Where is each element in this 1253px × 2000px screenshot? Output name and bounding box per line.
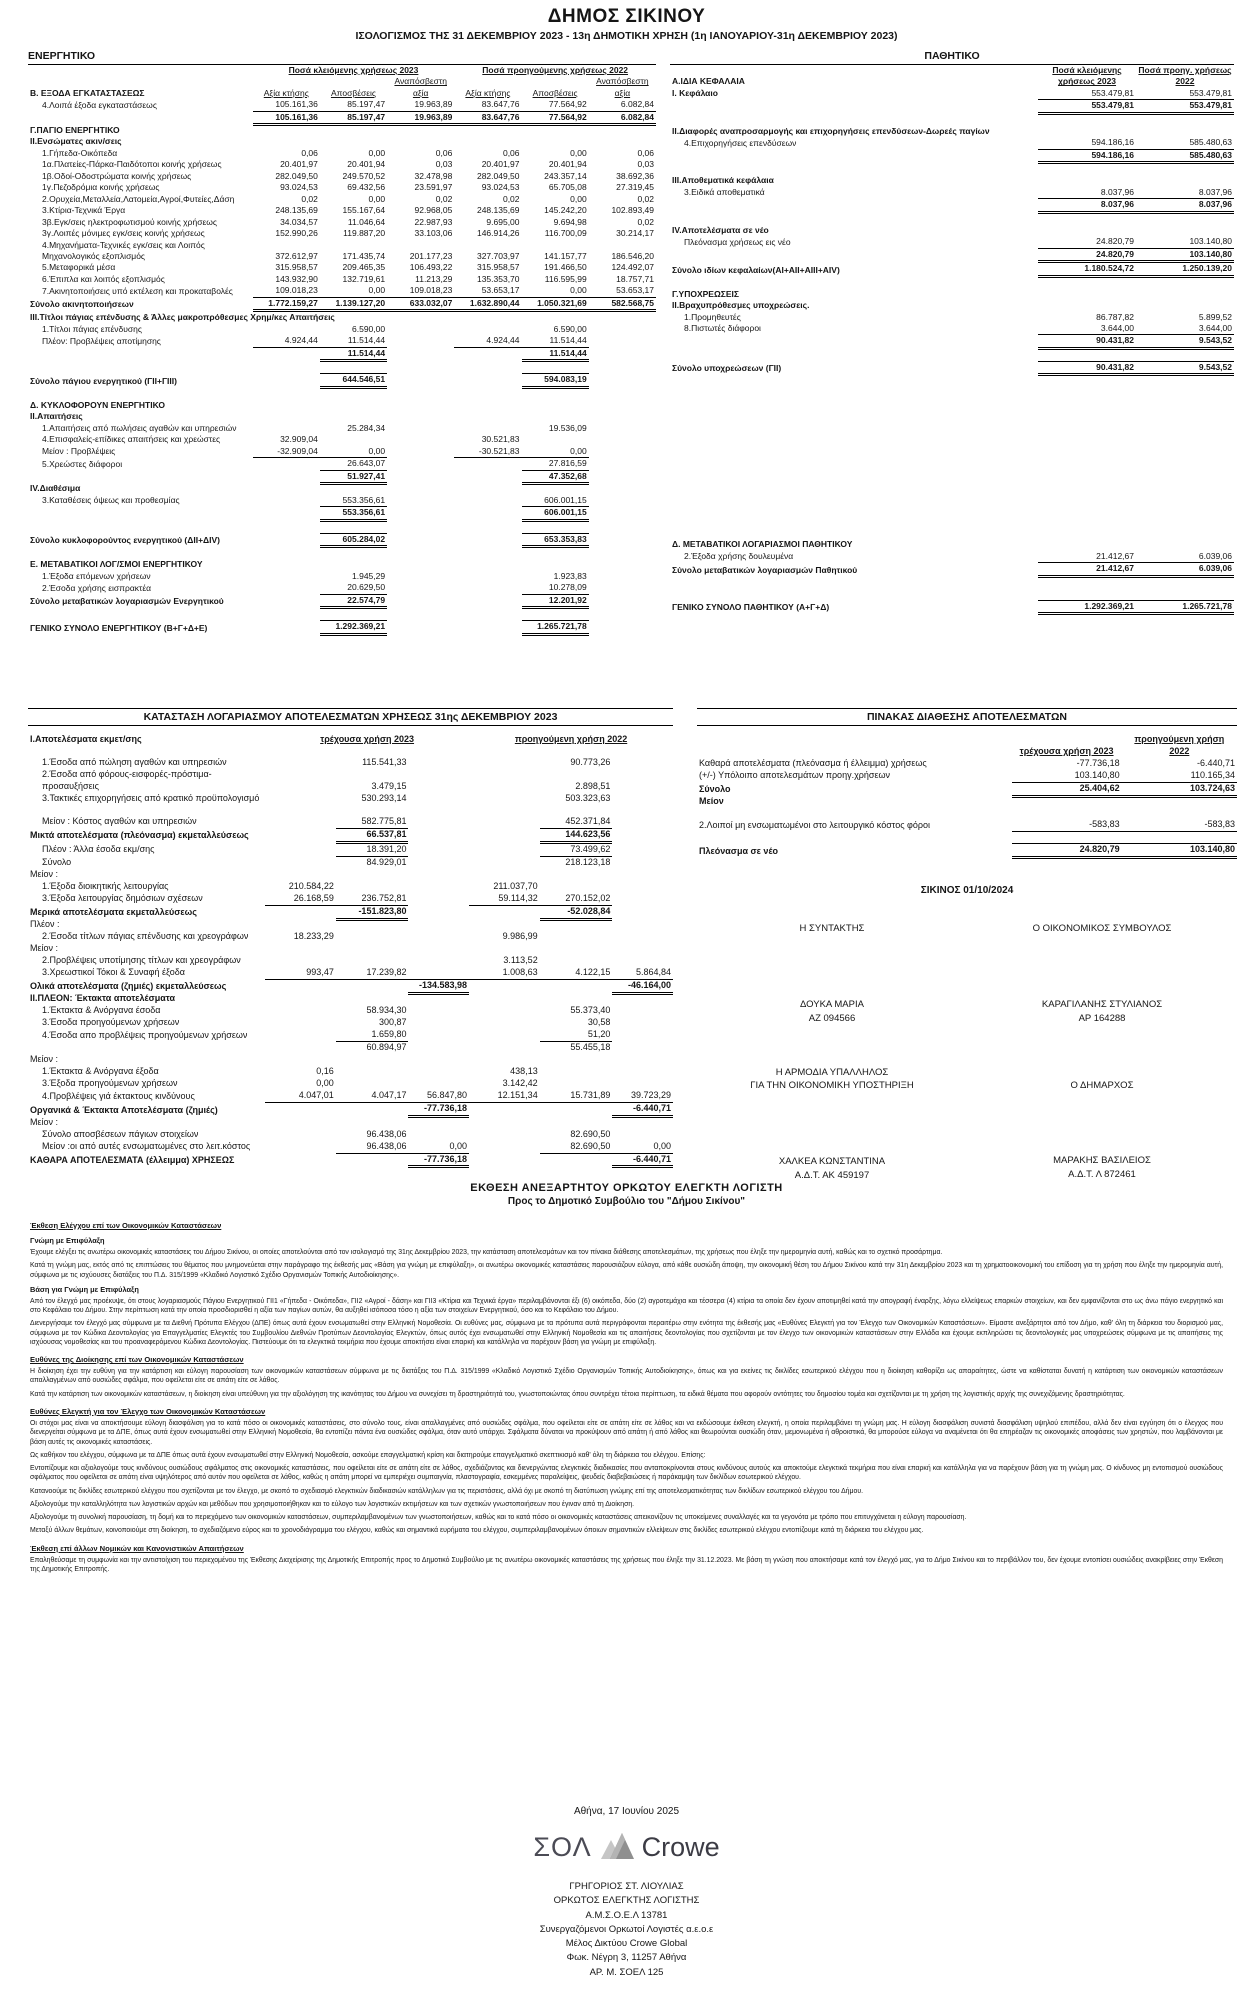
col-group-2023: τρέχουσα χρήση 2023 <box>320 734 415 744</box>
table-row <box>697 808 1237 819</box>
table-row: 60.894,97 55.455,18 <box>366 1042 611 1053</box>
mayor-name: ΜΑΡΑΚΗΣ ΒΑΣΙΛΕΙΟΣ <box>1053 1155 1151 1167</box>
table-row: IV.Διαθέσιμα <box>30 483 81 494</box>
table-row <box>670 163 1234 176</box>
table-row: Σύνολο κυκλοφορούντος ενεργητικού (ΔΙΙ+ΔΙV) 605.284,02 653.353,83 <box>30 533 587 546</box>
table-row <box>670 576 1234 589</box>
table-row: 553.356,61 606.001,15 <box>28 507 656 520</box>
auditor-info-line: ΓΡΗΓΟΡΙΟΣ ΣΤ. ΛΙΟΥΛΙΑΣ <box>569 1881 684 1892</box>
col-header: Αναπόσβεστη αξία <box>394 76 447 98</box>
income-statement-section <box>28 708 1247 1183</box>
col-header: Ποσά κλειόμενης χρήσεως 2023 <box>1052 65 1122 87</box>
table-row: Μείον : Κόστος αγαθών και υπηρεσιών 582.775,81 452.371,84 <box>42 815 611 827</box>
audit-paragraph: Η διοίκηση έχει την ευθύνη για την κατάρτιση και εύλογη παρουσίαση των οικονομικών καταστάσεων σύμφωνα με τις διατάξεις του Π.Δ. 315/1999 «Κλαδικό Λογιστικό Σχέδιο Οργανισμών Τοπικής Αυτοδιοίκησης», όπως και για εκείνες τις δικλίδες εσωτερικού ελέγχου που η διοίκηση καθορίζει ως απαραίτητες, ώστε να καθίσταται δυνατή η κατάρτιση των οικονομικών καταστάσεων απαλλαγμένων από ουσιώδες σφάλμα, που οφείλεται είτε σε απάτη είτε σε λάθος. <box>30 1368 1223 1385</box>
table-row: 1α.Πλατείες-Πάρκα-Παιδότοποι κοινής χρήσεως 20.401,97 20.401,94 0,03 20.401,97 20.401,94 0,03 <box>42 159 654 170</box>
table-row <box>670 375 1234 540</box>
audit-paragraph: Αξιολογούμε την καταλληλότητα των λογιστικών αρχών και μεθόδων που χρησιμοποιήθηκαν και το εύλογο των λογιστικών εκτιμήσεων και των σχετικών γνωστοποιήσεων που έγιναν από τη Διοίκηση. <box>30 1500 635 1508</box>
table-row: 3γ.Λοιπές μόνιμες εγκ/σεις κοινής χρήσεως 152.990,26 119.887,20 33.103,06 146.914,26 116.700,09 30.214,17 <box>42 228 654 239</box>
col-header: Αξία κτήσης <box>465 87 511 98</box>
audit-date: Αθήνα, 17 Ιουνίου 2025 <box>573 1806 680 1817</box>
table-row: Μείον :οι από αυτές ενσωματωμένες στο λειτ.κόστος 96.438,06 0,00 82.690,50 0,00 <box>42 1140 671 1152</box>
col-header: Αποσβέσεις <box>330 87 377 98</box>
audit-heading: Γνώμη με Επιφύλαξη <box>30 1236 105 1246</box>
col-header: Αποσβέσεις <box>532 87 578 98</box>
table-row: Πλέον: Προβλέψεις αποτίμησης 4.924,44 11.514,44 4.924,44 11.514,44 <box>42 335 587 346</box>
table-row: 51.927,41 47.352,68 <box>28 470 656 483</box>
table-row: 3.Χρεωστικοί Τόκοι & Συναφή έξοδα 993,47 17.239,82 1.008,63 4.122,15 5.864,84 <box>42 966 671 978</box>
table-row: Μείον <box>699 796 724 807</box>
table-row: (+/-) Υπόλοιπο αποτελεσμάτων προηγ.χρήσεων 103.140,80 110.165,34 <box>699 769 1235 781</box>
mayor-id: Α.Δ.Τ. Λ 872461 <box>1068 1169 1136 1181</box>
table-row: Γ.ΥΠΟΧΡΕΩΣΕΙΣ <box>672 288 740 299</box>
table-row: Μικτά αποτελέσματα (πλεόνασμα) εκμεταλλεύσεως 66.537,81 144.623,56 <box>30 828 611 841</box>
author-id: ΑΖ 094566 <box>808 1012 856 1024</box>
table-row: ΙΙ.Απαιτήσεις <box>30 411 83 422</box>
table-row <box>28 805 673 816</box>
table-row: Μείον : <box>30 1054 59 1065</box>
col-group-2022: Ποσά προηγούμενης χρήσεως 2022 <box>482 65 629 75</box>
audit-paragraph: Από τον έλεγχό μας προέκυψε, ότι στους λογαριασμούς Πάγιου Ενεργητικού ΓΙΙ1 «Γήπεδα - Οικόπεδα», ΓΙΙ2 «Αγροί - δάση» και ΓΙΙ3 «Κτίρια και Τεχνικά έργα» περιλαμβάνονται έξι (6) οικόπεδα, δύο (2) αγροτεμάχια και τέσσερα (4) κτίρια τα οποία δεν έχουν αποτιμηθεί κατά την απογραφή έναρξης, λόγω ελλείψεως επαρκών στοιχείων, και δεν εμφανίζονται στο ως άνω πάγιο ενεργητικό και στο Κεφάλαιο του Δήμου. Στην περίπτωση κατά την οποία προσδιορισθεί η αξία των παγίων αυτών, θα αυξηθεί ισόποσα τόσο η αξία των στοιχείων Ενεργητικού, όσο και το Κεφάλαιο του Δήμου. <box>30 1297 1223 1315</box>
table-row: ΙΙ.ΠΛΕΟΝ: Έκτακτα αποτελέσματα <box>30 993 176 1004</box>
assets-header-label: Β. ΕΞΟΔΑ ΕΓΚΑΤΑΣΤΑΣΕΩΣ <box>30 87 145 98</box>
table-row: 4.Έσοδα απο προβλέψεις προηγούμενων χρήσεων 1.659,80 51,20 <box>42 1029 611 1040</box>
table-row: Μείον : <box>30 1116 59 1127</box>
table-row: Ι. Κεφάλαιο 553.479,81 553.479,81 <box>672 87 1232 99</box>
liabilities-col-headers <box>670 65 1234 88</box>
disposal-table-title: ΠΙΝΑΚΑΣ ΔΙΑΘΕΣΗΣ ΑΠΟΤΕΛΕΣΜΑΤΩΝ <box>697 708 1237 726</box>
logo-text-crowe: Crowe <box>641 1832 720 1862</box>
table-row: ΓΕΝΙΚΟ ΣΥΝΟΛΟ ΕΝΕΡΓΗΤΙΚΟΥ (Β+Γ+Δ+Ε) 1.292.369,21 1.265.721,78 <box>30 621 587 633</box>
table-row: 2.Προβλέψεις υποτίμησης τίτλων και χρεογράφων 3.113,52 <box>42 955 538 965</box>
table-row <box>28 746 673 757</box>
advisor-role: Ο ΟΙΚΟΝΟΜΙΚΟΣ ΣΥΜΒΟΥΛΟΣ <box>1032 923 1172 935</box>
table-row: 1β.Οδοί-Οδοστρώματα κοινής χρήσεως 282.049,50 249.570,52 32.478,98 282.049,50 243.357,14 38.692,36 <box>42 170 654 181</box>
table-row <box>28 608 656 621</box>
audit-paragraph: Οι στόχοι μας είναι να αποκτήσουμε εύλογη διασφάλιση για το κατά πόσο οι οικονομικές καταστάσεις, στο σύνολο τους, είναι απαλλαγμένες από ουσιώδες σφάλμα, που οφείλεται είτε σε απάτη είτε σε λάθος και να εκδώσουμε έκθεση ελεγκτή, η οποία περιλαμβάνει τη γνώμη μας. Η εύλογη διασφάλιση συνιστά διασφάλιση υψηλού επιπέδου, αλλά δεν είναι εγγύηση ότι ο έλεγχος που διενεργείται σύμφωνα με τα ΔΠΕ, όπως αυτά έχουν ενσωματωθεί στην Ελληνική Νομοθεσία, θα εντοπίζει πάντα ένα ουσιώδες σφάλμα, όταν αυτό υπάρχει. Σφάλματα δύναται να προκύψουν από απάτη ή από λάθος και θεωρούνται ουσιώδη όταν, μεμονωμένα ή αθροιστικά, θα μπορούσε εύλογα να αναμένεται ότι θα επηρέαζαν τις οικονομικές αποφάσεις των χρηστών, που λαμβάνονται με βάση αυτές τις οικονομικές καταστάσεις. <box>30 1420 1223 1446</box>
table-row: Πλέον : Άλλα έσοδα εκμ/σης 18.391,20 73.499,62 <box>42 843 611 855</box>
disposal-table <box>697 734 1237 859</box>
table-row: 3.Τακτικές επιχορηγήσεις από κρατικό προϋπολογισμό 530.293,14 503.323,63 <box>42 792 611 803</box>
audit-heading: Έκθεση επί άλλων Νομικών και Κανονιστικών Απαιτήσεων <box>30 1543 244 1553</box>
auditor-signature-block <box>0 1806 1253 1980</box>
table-row: 4.Προβλέψεις γιά έκτακτους κινδύνους 4.047,01 4.047,17 56.847,80 12.151,34 15.731,89 39.723,29 <box>42 1090 671 1101</box>
clerk-name: ΧΑΛΚΕΑ ΚΩΝΣΤΑΝΤΙΝΑ <box>778 1156 886 1168</box>
income-statement-title: ΚΑΤΑΣΤΑΣΗ ΛΟΓΑΡΙΑΣΜΟΥ ΑΠΟΤΕΛΕΣΜΑΤΩΝ ΧΡΗΣΕΩΣ 31ης ΔΕΚΕΜΒΡΙΟΥ 2023 <box>28 708 673 726</box>
table-row: 1.Έσοδα από πώληση αγαθών και υπηρεσιών 115.541,33 90.773,26 <box>42 756 611 767</box>
table-row: 1.Έξοδα επόμενων χρήσεων 1.945,29 1.923,83 <box>42 570 587 581</box>
mountain-triangles-icon <box>598 1831 636 1864</box>
table-row: 24.820,79 103.140,80 <box>670 248 1234 261</box>
table-row: 90.431,82 9.543,52 <box>670 335 1234 348</box>
table-row: Πλεόνασμα σε νέο 24.820,79 103.140,80 <box>699 844 1235 856</box>
col-header: τρέχουσα χρήση 2023 <box>1019 745 1114 756</box>
clerk-role-2: ΓΙΑ ΤΗΝ ΟΙΚΟΝΟΜΙΚΗ ΥΠΟΣΤΗΡΙΞΗ <box>750 1080 914 1092</box>
table-row: 3β.Εγκ/σεις ηλεκτροφωτισμού κοινής χρήσεως 34.034,57 11.046,64 22.987,93 9.695,00 9.694,98 0,02 <box>42 216 654 227</box>
table-row: Καθαρά αποτελέσματα (πλεόνασμα ή έλλειμμα) χρήσεως -77.736,18 -6.440,71 <box>699 757 1235 768</box>
table-row: 1.Έξοδα διοικητικής λειτουργίας 210.584,22 211.037,70 <box>42 880 538 891</box>
balance-sheet <box>28 50 1247 636</box>
table-row: Γ.ΠΑΓΙΟ ΕΝΕΡΓΗΤΙΚΟ <box>30 124 120 135</box>
audit-heading: Βάση για Γνώμη με Επιφύλαξη <box>30 1284 139 1294</box>
table-row: 1.Έκτακτα & Ανόργανα έξοδα 0,16 438,13 <box>42 1066 538 1077</box>
table-row <box>670 348 1234 361</box>
auditor-info-line: ΑΡ. Μ. ΣΟΕΛ 125 <box>589 1966 664 1978</box>
sol-crowe-logo <box>0 1831 1253 1864</box>
table-row: Μείον : <box>30 868 59 879</box>
liabilities-section-title: ΠΑΘΗΤΙΚΟ <box>670 50 1234 65</box>
table-row: 3.Έξοδα προηγούμενων χρήσεων 0,00 3.142,42 <box>42 1078 538 1089</box>
assets-section-title: ΕΝΕΡΓΗΤΙΚΟ <box>28 50 656 65</box>
audit-heading: Ευθύνες της Διοίκησης επί των Οικονομικών Καταστάσεων <box>30 1355 244 1365</box>
audit-paragraph: Επαληθεύσαμε τη συμφωνία και την αντιστοίχιση του περιεχομένου της Έκθεσης Διαχείρισης της Δημοτικής Επιτροπής προς το Δημοτικό Συμβούλιο με τις ανωτέρω οικονομικές καταστάσεις της χρήσεως που έληξε την 31.12.2023. Με βάση τη γνώση που αποκτήσαμε κατά τον έλεγχό μας, για το Δήμο Σικίνου και το περιβάλλον του, δεν έχουμε εντοπίσει ουσιώδεις ανακρίβειες στην Έκθεση της Δημοτικής Επιτροπής. <box>30 1556 1223 1574</box>
table-row: 2.Έσοδα από φόρους-εισφορές-πρόστιμα-προσαυξήσεις 3.479,15 2.898,51 <box>42 768 611 791</box>
table-row: Μερικά αποτελέσματα εκμεταλλεύσεως -151.823,80 -52.028,84 <box>30 905 611 918</box>
col-header: προηγούμενη χρήση 2022 <box>1134 734 1225 756</box>
table-row <box>670 589 1234 601</box>
audit-paragraph: Αξιολογούμε τη συνολική παρουσίαση, τη δομή και το περιεχόμενο των οικονομικών καταστάσεων, συμπεριλαμβανομένων των γνωστοποιήσεων, καθώς και το κατά πόσο οι οικονομικές καταστάσεις απεικονίζουν τις υποκείμενες συναλλαγές και τα γεγονότα με τρόπο που επιτυγχάνεται η εύλογη παρουσίαση. <box>30 1514 967 1522</box>
table-row: 2.Λοιποί μη ενσωματωμένοι στο λειτουργικό κόστος φόροι -583,83 -583,83 <box>699 819 1235 830</box>
table-row: 2.Ορυχεία,Μεταλλεία,Λατομεία,Αγροί,Φυτείες,Δάση 0,02 0,00 0,02 0,02 0,00 0,02 <box>42 193 654 204</box>
table-row <box>670 212 1234 225</box>
table-row: Σύνολο 84.929,01 218.123,18 <box>42 856 611 867</box>
table-row <box>28 547 656 560</box>
auditor-info-line: Συνεργαζόμενοι Ορκωτοί Λογιστές α.ε.ο.ε <box>539 1923 714 1935</box>
audit-paragraph: Κατανοούμε τις δικλίδες εσωτερικού ελέγχου που σχετίζονται με τον έλεγχο, με σκοπό το σχεδιασμό ελεγκτικών διαδικασιών κατάλληλων για τις περιστάσεις, αλλά όχι με σκοπό τη διατύπωση γνώμης επί της αποτελεσματικότητας των δικλίδων εσωτερικού ελέγχου του Δήμου. <box>30 1487 864 1495</box>
disposal-col-headers <box>697 734 1237 758</box>
audit-paragraph: Ως καθήκον του ελέγχου, σύμφωνα με τα ΔΠΕ όπως αυτά έχουν ενσωματωθεί στην Ελληνική Νομοθεσία, ασκούμε επαγγελματική κρίση και διατηρούμε επαγγελματικό σκεπτικισμό καθ' όλη τη διάρκεια του ελέγχου. Επίσης: <box>30 1451 706 1459</box>
table-row <box>697 832 1237 844</box>
table-row <box>28 520 656 533</box>
col-header: Ποσά προηγ. χρήσεως 2022 <box>1138 65 1232 87</box>
table-row: 1.Απαιτήσεις από πωλήσεις αγαθών και υπηρεσιών 25.284,34 19.536,09 <box>42 422 587 433</box>
table-row: 1.Γήπεδα-Οικόπεδα 0,06 0,00 0,06 0,06 0,00 0,06 <box>42 147 654 158</box>
advisor-name: ΚΑΡΑΓΙΛΑΝΗΣ ΣΤΥΛΙΑΝΟΣ <box>1041 999 1163 1011</box>
table-row: Οργανικά & Έκτακτα Αποτελέσματα (ζημιές) -77.736,18 -6.440,71 <box>30 1103 671 1115</box>
table-row: ΙΙΙ.Τίτλοι πάγιας επένδυσης & Άλλες μακροπρόθεσμες Χρημ/κες Απαιτήσεις <box>30 312 335 323</box>
auditor-info-line: Α.Μ.Σ.Ο.Ε.Λ 13781 <box>585 1909 668 1921</box>
page-subtitle: ΙΣΟΛΟΓΙΣΜΟΣ ΤΗΣ 31 ΔΕΚΕΜΒΡΙΟΥ 2023 - 13η ΔΗΜΟΤΙΚΗ ΧΡΗΣΗ (1η ΙΑΝΟΥΑΡΙΟΥ-31η ΔΕΚΕΜΒΡΙΟΥ 2023) <box>355 30 898 42</box>
table-row: 8.037,96 8.037,96 <box>670 199 1234 212</box>
advisor-id: ΑΡ 164288 <box>1078 1012 1126 1024</box>
audit-report-title: ΕΚΘΕΣΗ ΑΝΕΞΑΡΤΗΤΟΥ ΟΡΚΩΤΟΥ ΕΛΕΓΚΤΗ ΛΟΓΙΣΤΗ <box>470 1182 783 1194</box>
page-title: ΔΗΜΟΣ ΣΙΚΙΝΟΥ <box>547 6 706 27</box>
signature-place-date: ΣΙΚΙΝΟΣ 01/10/2024 <box>920 885 1014 897</box>
author-name: ΔΟΥΚΑ ΜΑΡΙΑ <box>800 999 864 1011</box>
author-role: Η ΣΥΝΤΑΚΤΗΣ <box>799 923 865 935</box>
col-group-2023: Ποσά κλειόμενης χρήσεως 2023 <box>288 65 419 75</box>
audit-report <box>30 1182 1223 1578</box>
audit-paragraph: Έχουμε ελέγξει τις ανωτέρω οικονομικές καταστάσεις του Δήμου Σικίνου, οι οποίες αποτελούνται από τον ισολογισμό της 31ης Δεκεμβρίου 2023, την κατάσταση αποτελεσμάτων και τον πίνακα διάθεσης αποτελεσμάτων, της χρήσεως που έληξε την ημερομηνία αυτή, καθώς και το σχετικό προσάρτημα. <box>30 1249 943 1257</box>
clerk-role: Η ΑΡΜΟΔΙΑ ΥΠΑΛΛΗΛΟΣ <box>775 1066 889 1078</box>
table-row: 1.Προμηθευτές 86.787,82 5.899,52 <box>684 311 1232 322</box>
table-row: ΙΙ.Βραχυπρόθεσμες υποχρεώσεις. <box>672 300 810 311</box>
table-row: ΓΕΝΙΚΟ ΣΥΝΟΛΟ ΠΑΘΗΤΙΚΟΥ (Α+Γ+Δ) 1.292.369,21 1.265.721,78 <box>672 600 1232 613</box>
table-row: 3.Ειδικά αποθεματικά 8.037,96 8.037,96 <box>684 186 1232 198</box>
table-row: 2.Έξοδα χρήσης δουλευμένα 21.412,67 6.039,06 <box>684 550 1232 562</box>
table-row: 2.Έσοδα χρήσης εισπρακτέα 20.629,50 10.278,09 <box>42 582 587 593</box>
table-row: Σύνολο μεταβατικών λογαριασμών Ενεργητικού 22.574,79 12.201,92 <box>30 594 587 607</box>
table-row: 4.Λοιπά έξοδα εγκαταστάσεως 105.161,36 85.197,47 19.963,89 83.647,76 77.564,92 6.082,84 <box>42 99 654 110</box>
auditor-info <box>0 1880 1253 1980</box>
table-row: 1.Τίτλοι πάγιας επένδυσης 6.590,00 6.590,00 <box>42 323 587 334</box>
table-row: Σύνολο μεταβατικών λογαριασμών Παθητικού 21.412,67 6.039,06 <box>672 563 1232 575</box>
table-row: Ολικά αποτελέσματα (ζημιές) εκμεταλλεύσεως -134.583,98 -46.164,00 <box>30 979 671 992</box>
table-row: Πλέον : <box>30 919 60 930</box>
table-row <box>28 387 656 400</box>
table-row: Δ. ΚΥΚΛΟΦΟΡΟΥΝ ΕΝΕΡΓΗΤΙΚΟ <box>30 399 165 410</box>
table-row: 1γ.Πεζοδρόμια κοινής χρήσεως 93.024,53 69.432,56 23.591,97 93.024,53 65.705,08 27.319,45 <box>42 182 654 193</box>
table-row: 5.Μεταφορικά μέσα 315.958,57 209.465,35 106.493,22 315.958,57 191.466,50 124.492,07 <box>42 262 654 273</box>
liabilities-table <box>670 65 1234 615</box>
audit-paragraph: Διενεργήσαμε τον έλεγχό μας σύμφωνα με τα Διεθνή Πρότυπα Ελέγχου (ΔΠΕ) όπως αυτά έχουν ενσωματωθεί στην Ελληνική Νομοθεσία. Οι ευθύνες μας, σύμφωνα με τα πρότυπα αυτά περιγράφονται περαιτέρω στην ενότητα της έκθεσής μας «Ευθύνες Ελεγκτή για τον Έλεγχο των Οικονομικών Καταστάσεων». Είμαστε ανεξάρτητοι από τον Δήμο, καθ' όλη τη διάρκεια του διορισμού μας, σύμφωνα με τον Κώδικα Δεοντολογίας για Επαγγελματίες Ελεγκτές του Συμβουλίου Διεθνών Προτύπων Δεοντολογίας Ελεγκτών, όπως αυτός έχει ενσωματωθεί στην Ελληνική Νομοθεσία και τις απαιτήσεις δεοντολογίας που σχετίζονται με τον έλεγχο των οικονομικών καταστάσεων στην Ελλάδα και έχουμε εκπληρώσει τις δεοντολογικές μας υποχρεώσεις σύμφωνα με τις απαιτήσεις της ισχύουσας νομοθεσίας και του προαναφερόμενου Κώδικα Δεοντολογίας. Πιστεύουμε ότι τα ελεγκτικά τεκμήρια που έχουμε αποκτήσει είναι επαρκή και κατάλληλα να παρέχουν βάση για γνώμη με επιφύλαξη. <box>30 1320 1223 1346</box>
table-row: ΙΙ.Διαφορές αναπροσαρμογής και επιχορηγήσεις επενδύσεων-Δωρεές παγίων <box>672 125 990 136</box>
table-row: Ε. ΜΕΤΑΒΑΤΙΚΟΙ ΛΟΓ/ΣΜΟΙ ΕΝΕΡΓΗΤΙΚΟΥ <box>30 559 203 570</box>
col-header: Αναπόσβεστη αξία <box>596 76 649 98</box>
table-row: 5.Χρεώστες διάφοροι 26.643,07 27.816,59 <box>42 458 587 469</box>
col-header: Αξία κτήσης <box>263 87 309 98</box>
auditor-info-line: ΟΡΚΩΤΟΣ ΕΛΕΓΚΤΗΣ ΛΟΓΙΣΤΗΣ <box>553 1895 700 1907</box>
table-row <box>670 113 1234 126</box>
table-row: 8.Πιστωτές διάφοροι 3.644,00 3.644,00 <box>684 322 1232 334</box>
table-row: 3.Καταθέσεις όψεως και προθεσμίας 553.356,61 606.001,15 <box>42 494 587 506</box>
income-header-label: Ι.Αποτελέσματα εκμετ/σης <box>30 734 142 744</box>
table-row: 11.514,44 11.514,44 <box>28 347 656 360</box>
audit-paragraph: Κατά τη γνώμη μας, εκτός από τις επιπτώσεις του θέματος που μνημονεύεται στην παράγραφο της έκθεσής μας «Βάση για γνώμη με επιφύλαξη», οι ανωτέρω οικονομικές καταστάσεις παρουσιάζουν εύλογα, από κάθε ουσιώδη άποψη, την οικονομική θέση του Δήμου Σικίνου κατά την 31η Δεκεμβρίου 2023 και τη χρηματοοικονομική του επίδοση για τη χρήση που έληξε την ημερομηνία αυτή, σύμφωνα με τις ισχύουσες διατάξεις του Π.Δ. 315/1999 «Κλαδικό Λογιστικό Σχέδιο Οργανισμών Τοπικής Αυτοδιοίκησης». <box>30 1262 1223 1279</box>
auditor-info-line: Μέλος Δικτύου Crowe Global <box>565 1938 688 1949</box>
audit-report-body <box>30 1221 1223 1574</box>
table-row: Δ. ΜΕΤΑΒΑΤΙΚΟΙ ΛΟΓΑΡΙΑΣΜΟΙ ΠΑΘΗΤΙΚΟΥ <box>672 539 853 550</box>
table-row: 3.Έξοδα λειτουργίας δημόσιων σχέσεων 26.168,59 236.752,81 59.114,32 270.152,02 <box>42 892 611 904</box>
table-row: Σύνολο αποσβέσεων πάγιων στοιχείων 96.438,06 82.690,50 <box>42 1128 611 1139</box>
logo-text-sol: ΣΟΛ <box>533 1832 592 1862</box>
table-row: 3.Έσοδα προηγούμενων χρήσεων 300,87 30,58 <box>42 1017 611 1028</box>
table-row <box>28 361 656 374</box>
table-row: Σύνολο υποχρεώσεων (ΓΙΙ) 90.431,82 9.543,52 <box>672 361 1232 374</box>
table-row: 2.Έσοδα τίτλων πάγιας επένδυσης και χρεογράφων 18.233,29 9.986,99 <box>42 931 538 942</box>
audit-heading: Ευθύνες Ελεγκτή για τον Έλεγχο των Οικονομικών Καταστάσεων <box>30 1406 266 1416</box>
liabilities-header-label: Α.ΙΔΙΑ ΚΕΦΑΛΑΙΑ <box>672 76 745 87</box>
audit-paragraph: Μεταξύ άλλων θεμάτων, κοινοποιούμε στη διοίκηση, το σχεδιαζόμενο εύρος και το χρονοδιάγραμμα του ελέγχου, καθώς και σημαντικά ευρήματα του ελέγχου, συμπεριλαμβανομένων όποιων σημαντικών ελλείψεων στις δικλίδες εσωτερικού ελέγχου εντοπίζουμε κατά τη διάρκεια του ελέγχου μας. <box>30 1527 924 1535</box>
signature-block <box>697 885 1237 1182</box>
table-row: Σύνολο 25.404,62 103.724,63 <box>699 782 1235 795</box>
table-row: 1.Έκτακτα & Ανόργανα έσοδα 58.934,30 55.373,40 <box>42 1005 611 1016</box>
table-row: 4.Μηχανήματα-Τεχνικές εγκ/σεις και Λοιπός Μηχανολογικός εξοπλισμός 372.612,97 171.435,74 201.177,23 327.703,97 141.157,77 186.546,20 <box>42 239 654 261</box>
col-group-2022: προηγούμενη χρήση 2022 <box>514 734 628 744</box>
table-row: Σύνολο πάγιου ενεργητικού (ΓΙΙ+ΓΙΙΙ) 644.546,51 594.083,19 <box>30 374 587 386</box>
table-row: 594.186,16 585.480,63 <box>670 149 1234 162</box>
assets-col-groups <box>28 65 656 76</box>
mayor-role: Ο ΔΗΜΑΡΧΟΣ <box>1070 1079 1134 1091</box>
auditor-info-line: Φωκ. Νέγρη 3, 11257 Αθήνα <box>566 1952 687 1964</box>
audit-paragraph: Εντοπίζουμε και αξιολογούμε τους κινδύνους ουσιώδους σφάλματος στις οικονομικές καταστάσεις, που οφείλεται είτε σε απάτη είτε σε λάθος, σχεδιάζοντας και διενεργώντας ελεγκτικές διαδικασίες που ανταποκρίνονται στους κινδύνους αυτούς και αποκτούμε ελεγκτικά τεκμήρια που είναι επαρκή και κατάλληλα για να παρέχουν βάση για τη γνώμη μας. Ο κίνδυνος μη εντοπισμού ουσιώδους σφάλματος που οφείλεται σε απάτη είναι υψηλότερος από αυτόν που οφείλεται σε λάθος, καθώς η απάτη μπορεί να εμπεριέχει συμπαιγνία, πλαστογραφία, εσκεμμένες παραλείψεις, ψευδείς διαβεβαιώσεις ή παράκαμψη των δικλίδων εσωτερικού ελέγχου. <box>30 1465 1223 1482</box>
audit-paragraph: Κατά την κατάρτιση των οικονομικών καταστάσεων, η διοίκηση είναι υπεύθυνη για την αξιολόγηση της ικανότητας του Δήμου να συνεχίσει τη δραστηριότητά του, γνωστοποιώντας όπου συντρέχει τέτοια περίπτωση, τα ειδικά θέματα που αφορούν οντότητες του δημοσίου τομέα και σχετίζονται με τη χρήση της λογιστικής αρχής της συνεχιζόμενης δραστηριότητας. <box>30 1390 1125 1398</box>
table-row: 553.479,81 553.479,81 <box>670 100 1234 113</box>
income-col-headers <box>28 734 673 746</box>
table-row: ΙΙ.Ενσώματες ακιν/σεις <box>30 136 122 147</box>
table-row: Μείον : Προβλέψεις -32.909,04 0,00 -30.521,83 0,00 <box>42 445 587 457</box>
audit-report-addressee: Προς το Δημοτικό Συμβούλιο του "Δήμου Σικίνου" <box>507 1196 746 1207</box>
clerk-id: Α.Δ.Τ. ΑΚ 459197 <box>794 1169 870 1181</box>
table-row: 3.Κτίρια-Τεχνικά Έργα 248.135,69 155.167,64 92.968,05 248.135,69 145.242,20 102.893,49 <box>42 205 654 216</box>
table-row: 6.Έπιπλα και λοιπός εξοπλισμός 143.932,90 132.719,61 11.213,29 135.353,70 116.595,99 18.757,71 <box>42 273 654 284</box>
audit-heading: Έκθεση Ελέγχου επί των Οικονομικών Καταστάσεων <box>30 1221 222 1230</box>
table-row: 4.Επιχορηγήσεις επενδύσεων 594.186,16 585.480,63 <box>684 137 1232 148</box>
table-row <box>670 276 1234 289</box>
assets-col-headers <box>28 76 656 99</box>
table-row: 7.Ακινητοποιήσεις υπό εκτέλεση και προκαταβολές 109.018,23 0,00 109.018,23 53.653,17 0,00 53.653,17 <box>42 285 654 296</box>
assets-table <box>28 65 656 636</box>
table-row: Σύνολο ακινητοποιήσεων 1.772.159,27 1.139.127,20 633.032,07 1.632.890,44 1.050.321,69 582.568,75 <box>30 297 654 310</box>
table-row: IV.Αποτελέσματα σε νέο <box>672 224 769 235</box>
table-row: 105.161,36 85.197,47 19.963,89 83.647,76 77.564,92 6.082,84 <box>28 111 656 124</box>
income-statement-table <box>28 734 673 1168</box>
table-row: 4.Επισφαλείς-επίδικες απαιτήσεις και χρεώστες 32.909,04 30.521,83 <box>42 434 520 445</box>
table-row: Μείον : <box>30 943 59 954</box>
table-row: ΚΑΘΑΡΑ ΑΠΟΤΕΛΕΣΜΑΤΑ (έλλειμμα) ΧΡΗΣΕΩΣ -77.736,18 -6.440,71 <box>30 1153 671 1165</box>
table-row: Σύνολο ιδίων κεφαλαίων(ΑΙ+ΑΙΙ+ΑΙΙΙ+ΑΙV) 1.180.524,72 1.250.139,20 <box>672 263 1232 275</box>
table-row: Πλεόνασμα χρήσεως εις νέο 24.820,79 103.140,80 <box>684 236 1232 247</box>
table-row: ΙΙΙ.Αποθεματικά κεφάλαια <box>672 175 774 186</box>
